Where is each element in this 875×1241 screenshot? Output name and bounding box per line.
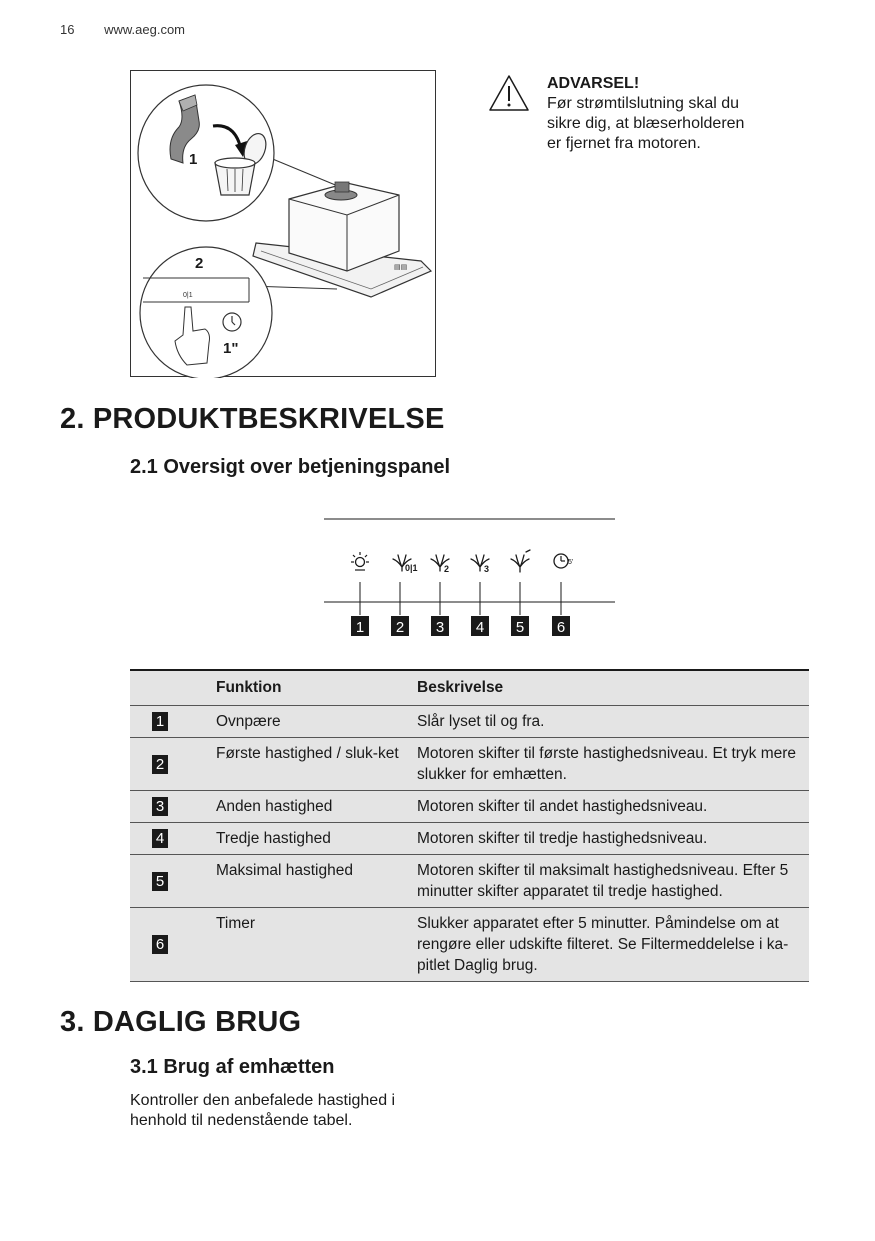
row-number-badge: 6 [152,935,168,954]
callout-2: 2 [195,255,204,272]
row-number-badge: 5 [152,872,168,891]
fan-speed-3-icon[interactable] [471,555,489,574]
function-cell: Anden hastighed [216,798,333,815]
svg-text:6: 6 [556,619,566,636]
press-duration: 1" [223,340,239,357]
row-number-badge: 4 [152,829,168,848]
control-panel-diagram [320,515,620,645]
row-number-badge: 2 [152,755,168,774]
warning-line: sikre dig, at blæserholderen [547,115,745,132]
table-header-row [130,670,809,706]
description-cell: Motoren skifter til maksimalt hastighedsniveau. Efter 5 minutter skifter apparatet til tredje hastighed. [417,862,789,900]
section-title-product-description: 2. PRODUKTBESKRIVELSE [60,403,445,435]
function-cell: Første hastighed / sluk-ket [216,745,399,762]
row-number-badge: 1 [152,712,168,731]
fan-speed-1-icon[interactable] [393,555,418,573]
svg-text:3: 3 [435,619,445,636]
function-cell: Timer [216,915,256,932]
panel-number-5 [511,616,529,636]
description-cell: Motoren skifter til andet hastighedsniveau. [417,798,708,815]
svg-text:2: 2 [395,619,405,636]
subsection-title-control-panel: 2.1 Oversigt over betjeningspanel [130,456,451,478]
description-cell: Motoren skifter til første hastighedsniveau. Et tryk mere slukker for emhætten. [417,745,797,783]
table-row [130,738,809,791]
panel-number-3 [431,616,449,636]
table-row [130,855,809,908]
fan-button-label: 0|1 [183,292,193,299]
timer-icon[interactable] [554,554,573,568]
body-paragraph [130,1091,450,1131]
website-link[interactable]: www.aeg.com [104,22,186,37]
svg-text:0|1: 0|1 [405,563,418,573]
function-cell: Tredje hastighed [216,830,331,847]
svg-text:3: 3 [484,564,490,574]
paragraph-line: henhold til nedenstående tabel. [130,1112,353,1129]
fan-max-icon[interactable] [511,550,530,572]
control-functions-table [130,669,809,982]
paragraph-line: Kontroller den anbefalede hastighed i [130,1092,396,1109]
panel-number-2 [391,616,409,636]
description-cell: Motoren skifter til tredje hastighedsniveau. [417,830,708,847]
illustration-drawing [131,71,437,378]
light-icon[interactable] [351,552,369,570]
table-row [130,908,809,982]
warning-triangle-icon [488,74,530,112]
table-header-description: Beskrivelse [417,679,504,696]
subsection-title-hood-use: 3.1 Brug af emhætten [130,1056,335,1078]
panel-number-6 [552,616,570,636]
table-row [130,706,809,738]
row-number-badge: 3 [152,797,168,816]
svg-text:5: 5 [515,619,525,636]
page-header [60,22,185,37]
fan-speed-2-icon[interactable] [431,555,449,574]
svg-text:2: 2 [444,564,450,574]
svg-text:▤▤: ▤▤ [394,264,408,271]
warning-title: ADVARSEL! [547,75,640,92]
panel-number-1 [351,616,369,636]
page-number: 16 [60,22,75,37]
warning-line: Før strømtilslutning skal du [547,95,740,112]
description-cell: Slukker apparatet efter 5 minutter. Påmindelse om at rengøre eller udskifte filteret. Se Filtermeddelelse i ka-pitlet Daglig brug. [417,915,789,974]
callout-1: 1 [189,151,198,168]
table-row [130,823,809,855]
svg-text:1: 1 [355,619,365,636]
function-cell: Maksimal hastighed [216,862,353,879]
function-cell: Ovnpære [216,713,281,730]
table-header-number [130,670,216,706]
svg-text:5': 5' [568,559,574,566]
table-header-function: Funktion [216,679,282,696]
section-title-daily-use: 3. DAGLIG BRUG [60,1006,302,1038]
panel-number-4 [471,616,489,636]
installation-illustration [130,70,436,377]
svg-text:4: 4 [475,619,485,636]
description-cell: Slår lyset til og fra. [417,713,545,730]
table-row [130,791,809,823]
warning-line: er fjernet fra motoren. [547,135,701,152]
